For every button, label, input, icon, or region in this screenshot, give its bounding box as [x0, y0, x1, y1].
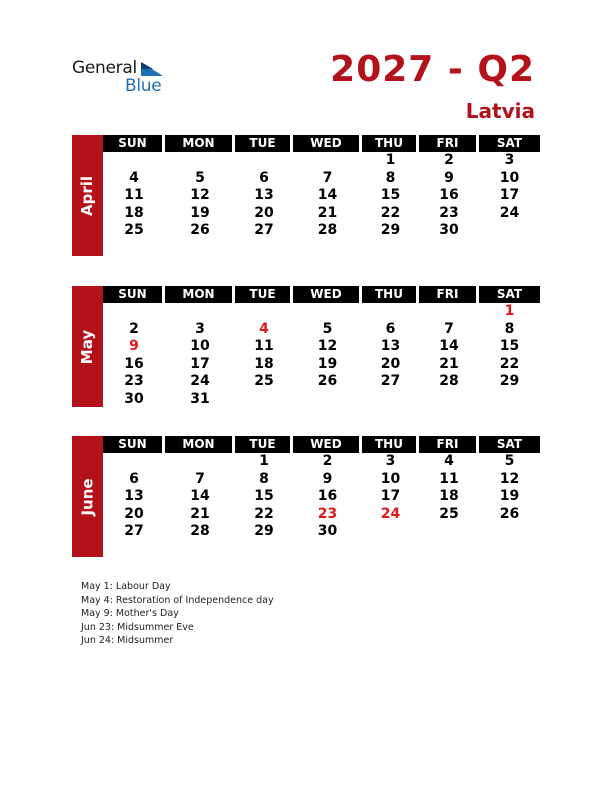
- week-row: [103, 523, 540, 541]
- day-cell: 13: [254, 187, 274, 203]
- day-cell: 5: [504, 453, 515, 469]
- weekday-header: TUE: [235, 286, 293, 303]
- day-cell: 29: [254, 523, 274, 539]
- weekday-header: WED: [293, 286, 362, 303]
- empty-day-cell: [235, 391, 293, 409]
- month-name: June: [78, 477, 97, 516]
- calendar-grid: [103, 286, 540, 408]
- holiday-note: May 4: Restoration of Independence day: [81, 594, 274, 606]
- day-cell: 7: [444, 320, 454, 337]
- day-cell: 23: [317, 505, 338, 522]
- empty-day-cell: [293, 152, 362, 170]
- empty-day-cell: [479, 391, 540, 409]
- day-cell: 2: [322, 453, 333, 469]
- day-cell: 17: [380, 488, 401, 504]
- week-row: [103, 222, 540, 240]
- day-cell: 30: [317, 523, 338, 539]
- week-row: [103, 488, 540, 506]
- weekday-header-row: [103, 436, 540, 453]
- weekday-header: SAT: [479, 135, 540, 152]
- empty-day-cell: [362, 303, 419, 321]
- month-tab: [72, 135, 103, 256]
- day-cell: 1: [385, 152, 396, 168]
- day-cell: 25: [439, 505, 459, 522]
- day-cell: 21: [190, 505, 210, 522]
- day-cell: 19: [190, 204, 210, 221]
- day-cell: 16: [124, 355, 144, 372]
- weekday-header: THU: [362, 135, 419, 152]
- empty-day-cell: [419, 391, 479, 409]
- empty-day-cell: [479, 523, 540, 541]
- day-cell: 23: [439, 204, 459, 221]
- day-cell: 10: [499, 169, 520, 186]
- day-cell: 27: [254, 222, 274, 238]
- logo-text-blue: Blue: [125, 76, 162, 96]
- calendar-grid: [103, 135, 540, 240]
- empty-day-cell: [362, 391, 419, 409]
- day-cell: 22: [499, 355, 520, 372]
- month-june: [72, 436, 540, 557]
- empty-day-cell: [103, 152, 165, 170]
- empty-day-cell: [103, 303, 165, 321]
- weekday-header-row: [103, 286, 540, 303]
- day-cell: 24: [499, 204, 520, 221]
- empty-day-cell: [165, 303, 235, 321]
- empty-day-cell: [235, 303, 293, 321]
- day-cell: 24: [190, 373, 210, 389]
- weekday-header-row: [103, 135, 540, 152]
- day-cell: 29: [499, 373, 520, 389]
- day-cell: 8: [504, 320, 515, 337]
- day-cell: 21: [317, 204, 338, 221]
- day-cell: 26: [190, 222, 210, 238]
- day-cell: 13: [124, 488, 144, 504]
- day-cell: 18: [439, 488, 459, 504]
- day-cell: 18: [124, 204, 144, 221]
- day-cell: 9: [129, 338, 139, 354]
- day-cell: 16: [439, 187, 459, 203]
- day-cell: 1: [259, 453, 269, 469]
- day-cell: 26: [317, 373, 338, 389]
- weekday-header: SUN: [103, 286, 165, 303]
- day-cell: 15: [499, 338, 520, 354]
- empty-day-cell: [362, 523, 419, 541]
- day-cell: 27: [124, 523, 144, 539]
- page-title: 2027 - Q2: [330, 49, 535, 90]
- empty-day-cell: [165, 152, 235, 170]
- day-cell: 16: [317, 488, 338, 504]
- week-row: [103, 356, 540, 374]
- weekday-header: THU: [362, 286, 419, 303]
- day-cell: 5: [195, 169, 205, 186]
- day-cell: 28: [439, 373, 459, 389]
- empty-day-cell: [103, 453, 165, 471]
- day-cell: 11: [254, 338, 274, 354]
- day-cell: 1: [504, 303, 515, 319]
- day-cell: 4: [444, 453, 454, 469]
- week-row: [103, 303, 540, 321]
- week-row: [103, 506, 540, 524]
- holiday-note: Jun 24: Midsummer: [81, 635, 174, 647]
- weekday-header: MON: [165, 436, 235, 453]
- empty-day-cell: [165, 453, 235, 471]
- month-april: [72, 135, 540, 256]
- day-cell: 3: [504, 152, 515, 168]
- day-cell: 31: [190, 390, 210, 407]
- day-cell: 15: [254, 488, 274, 504]
- holiday-note: May 9: Mother's Day: [81, 608, 179, 620]
- day-cell: 13: [380, 338, 401, 354]
- day-cell: 11: [439, 470, 459, 487]
- day-cell: 11: [124, 187, 144, 203]
- day-cell: 17: [499, 187, 520, 203]
- month-name: April: [78, 175, 97, 216]
- empty-day-cell: [419, 523, 479, 541]
- day-cell: 20: [254, 204, 274, 221]
- week-row: [103, 391, 540, 409]
- day-cell: 28: [317, 222, 338, 238]
- week-row: [103, 170, 540, 188]
- weekday-header: FRI: [419, 436, 479, 453]
- weekday-header: MON: [165, 286, 235, 303]
- day-cell: 7: [195, 470, 205, 487]
- day-cell: 25: [254, 373, 274, 389]
- day-cell: 10: [190, 338, 210, 354]
- weekday-header: SUN: [103, 436, 165, 453]
- week-row: [103, 152, 540, 170]
- day-cell: 30: [439, 222, 459, 238]
- empty-day-cell: [235, 152, 293, 170]
- day-cell: 2: [129, 320, 139, 337]
- weekday-header: MON: [165, 135, 235, 152]
- day-cell: 28: [190, 523, 210, 539]
- empty-day-cell: [419, 303, 479, 321]
- day-cell: 19: [317, 355, 338, 372]
- weekday-header: SUN: [103, 135, 165, 152]
- day-cell: 25: [124, 222, 144, 238]
- empty-day-cell: [293, 391, 362, 409]
- day-cell: 20: [380, 355, 401, 372]
- day-cell: 14: [190, 488, 210, 504]
- logo-flag-icon: [139, 61, 165, 77]
- day-cell: 6: [259, 169, 269, 186]
- day-cell: 12: [317, 338, 338, 354]
- holiday-note: Jun 23: Midsummer Eve: [81, 621, 194, 633]
- weekday-header: SAT: [479, 436, 540, 453]
- generalblue-logo: [72, 58, 172, 98]
- day-cell: 5: [322, 320, 333, 337]
- weekday-header: WED: [293, 436, 362, 453]
- day-cell: 20: [124, 505, 144, 522]
- weekday-header: THU: [362, 436, 419, 453]
- day-cell: 15: [380, 187, 401, 203]
- weekday-header: FRI: [419, 135, 479, 152]
- weekday-header: SAT: [479, 286, 540, 303]
- holiday-notes: [81, 580, 274, 648]
- day-cell: 14: [317, 187, 338, 203]
- day-cell: 22: [254, 505, 274, 522]
- day-cell: 21: [439, 355, 459, 372]
- day-cell: 6: [129, 470, 139, 487]
- day-cell: 18: [254, 355, 274, 372]
- weekday-header: TUE: [235, 436, 293, 453]
- logo-text-general: General: [72, 58, 137, 78]
- day-cell: 22: [380, 204, 401, 221]
- week-row: [103, 471, 540, 489]
- day-cell: 12: [499, 470, 520, 487]
- week-row: [103, 205, 540, 223]
- month-tab: [72, 286, 103, 407]
- week-row: [103, 187, 540, 205]
- day-cell: 4: [259, 320, 269, 337]
- day-cell: 19: [499, 488, 520, 504]
- day-cell: 3: [195, 320, 205, 337]
- day-cell: 6: [385, 320, 396, 337]
- day-cell: 12: [190, 187, 210, 203]
- day-cell: 7: [322, 169, 333, 186]
- day-cell: 9: [322, 470, 333, 487]
- calendar-grid: [103, 436, 540, 541]
- day-cell: 4: [129, 169, 139, 186]
- day-cell: 27: [380, 373, 401, 389]
- day-cell: 24: [380, 505, 401, 522]
- day-cell: 17: [190, 355, 210, 372]
- day-cell: 8: [259, 470, 269, 487]
- day-cell: 3: [385, 453, 396, 469]
- holiday-note: May 1: Labour Day: [81, 581, 171, 592]
- week-row: [103, 373, 540, 391]
- country-name: Latvia: [465, 99, 535, 123]
- day-cell: 29: [380, 222, 401, 238]
- weekday-header: WED: [293, 135, 362, 152]
- weekday-header: TUE: [235, 135, 293, 152]
- day-cell: 9: [444, 169, 454, 186]
- day-cell: 2: [444, 152, 454, 168]
- weekday-header: FRI: [419, 286, 479, 303]
- month-may: [72, 286, 540, 407]
- day-cell: 26: [499, 505, 520, 522]
- day-cell: 8: [385, 169, 396, 186]
- week-row: [103, 321, 540, 339]
- day-cell: 23: [124, 373, 144, 389]
- empty-day-cell: [479, 222, 540, 240]
- empty-day-cell: [293, 303, 362, 321]
- week-row: [103, 453, 540, 471]
- month-tab: [72, 436, 103, 557]
- day-cell: 30: [124, 390, 144, 407]
- week-row: [103, 338, 540, 356]
- month-name: May: [78, 329, 97, 364]
- day-cell: 10: [380, 470, 401, 487]
- day-cell: 14: [439, 338, 459, 354]
